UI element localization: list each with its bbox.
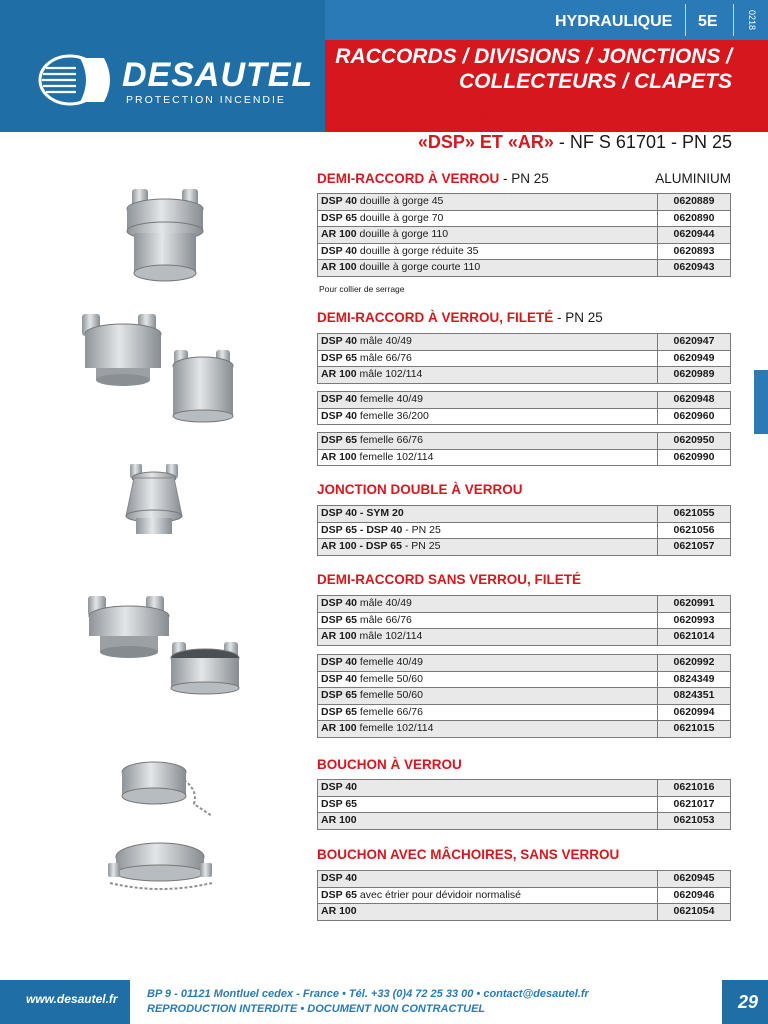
page-number: 29 <box>738 992 759 1012</box>
model-code: DSP 65 <box>321 797 357 810</box>
table-row <box>318 612 731 629</box>
model-code: AR 100 <box>321 450 357 463</box>
ref-code: 0620992 <box>658 655 731 672</box>
ref-code: 0620993 <box>658 612 731 629</box>
product-table <box>317 333 731 384</box>
ref-code: 0620889 <box>658 194 731 211</box>
ref-code: 0620948 <box>658 392 731 409</box>
threaded-coupling-image <box>78 310 258 425</box>
ref-code: 0621015 <box>658 721 731 738</box>
ref-code: 0621053 <box>658 813 731 830</box>
section-code: 5E <box>698 13 718 30</box>
model-desc: femelle 50/60 <box>357 689 423 702</box>
page-title-line-1: RACCORDS / DIVISIONS / JONCTIONS / <box>335 45 732 68</box>
table-row <box>318 887 731 904</box>
table-row <box>318 904 731 921</box>
ref-code: 0824351 <box>658 688 731 705</box>
locking-cap-image <box>116 750 216 820</box>
table-row <box>318 350 731 367</box>
table-row <box>318 227 731 244</box>
ref-code: 0621057 <box>658 539 731 556</box>
model-code: DSP 65 <box>321 689 357 702</box>
side-tab-marker <box>754 370 768 434</box>
table-row <box>318 596 731 613</box>
model-code: AR 100 <box>321 722 357 735</box>
table-row <box>318 688 731 705</box>
model-desc: femelle 36/200 <box>357 409 429 422</box>
header-divider <box>685 4 686 36</box>
product-table <box>317 505 731 556</box>
model-code: DSP 40 <box>321 781 357 794</box>
section-title <box>317 310 603 325</box>
footer-legal: REPRODUCTION INTERDITE • DOCUMENT NON CONTRACTUEL <box>147 1003 486 1015</box>
model-desc: femelle 66/76 <box>357 434 423 447</box>
model-code: DSP 40 <box>321 244 357 257</box>
ref-code: 0824349 <box>658 671 731 688</box>
table-row <box>318 796 731 813</box>
category-label: HYDRAULIQUE <box>555 13 673 30</box>
section-title-text: DEMI-RACCORD À VERROU, FILETÉ <box>317 310 554 325</box>
model-code: DSP 40 <box>321 656 357 669</box>
table-row <box>318 449 731 466</box>
table-row <box>318 260 731 277</box>
table-row <box>318 392 731 409</box>
ref-code: 0620960 <box>658 408 731 425</box>
table-row <box>318 655 731 672</box>
table-row <box>318 334 731 351</box>
table-row <box>318 367 731 384</box>
product-table <box>317 654 731 738</box>
model-desc: douille à gorge réduite 35 <box>357 244 479 257</box>
table-row <box>318 194 731 211</box>
table-row <box>318 813 731 830</box>
table-row <box>318 433 731 450</box>
model-code: DSP 65 <box>321 434 357 447</box>
ref-code: 0620943 <box>658 260 731 277</box>
model-desc: femelle 40/49 <box>357 393 423 406</box>
product-table <box>317 870 731 921</box>
model-code: DSP 65 <box>321 211 357 224</box>
ref-code: 0620989 <box>658 367 731 384</box>
ref-code: 0621016 <box>658 780 731 797</box>
product-table <box>317 595 731 646</box>
model-code: AR 100 <box>321 261 357 274</box>
section-title <box>317 847 619 862</box>
model-code: DSP 65 <box>321 705 357 718</box>
model-desc: mâle 40/49 <box>357 597 412 610</box>
model-code: DSP 65 <box>321 888 357 901</box>
footer-address: BP 9 - 01121 Montluel cedex - France • Tél. +33 (0)4 72 25 33 00 • contact@desautel.fr <box>147 988 589 1000</box>
double-junction-image <box>122 460 192 540</box>
model-code: DSP 40 <box>321 872 357 885</box>
doc-code: 0218 <box>747 9 757 31</box>
page-title-line-2: COLLECTEURS / CLAPETS <box>458 70 732 93</box>
model-desc: femelle 102/114 <box>356 722 434 735</box>
table-row <box>318 721 731 738</box>
ref-code: 0620991 <box>658 596 731 613</box>
section-title-text: BOUCHON À VERROU <box>317 757 462 772</box>
model-code: DSP 40 <box>321 393 357 406</box>
website-link[interactable]: www.desautel.fr <box>26 992 118 1006</box>
model-desc: douille à gorge 110 <box>356 228 449 241</box>
section-title-text: JONCTION DOUBLE À VERROU <box>317 482 523 497</box>
ref-code: 0620946 <box>658 887 731 904</box>
section-title-suffix: - PN 25 <box>553 310 603 325</box>
model-desc: mâle 66/76 <box>357 613 412 626</box>
table-row <box>318 408 731 425</box>
jaw-cap-image <box>100 835 220 895</box>
table-row <box>318 243 731 260</box>
model-code: AR 100 <box>321 630 357 643</box>
ref-code: 0620945 <box>658 871 731 888</box>
ref-code: 0621014 <box>658 629 731 646</box>
model-desc: douille à gorge courte 110 <box>356 261 481 274</box>
section-title-suffix: - PN 25 <box>499 171 549 186</box>
page-subtitle <box>337 106 732 154</box>
model-desc: - PN 25 <box>402 523 441 536</box>
section-title <box>317 171 549 186</box>
header-divider <box>733 4 734 36</box>
subtitle-models: «DSP» ET «AR» <box>417 132 554 152</box>
ref-code: 0620893 <box>658 243 731 260</box>
model-code: DSP 65 - DSP 40 <box>321 523 403 536</box>
page-subtitle-line-2 <box>337 130 732 154</box>
brand-tagline: PROTECTION INCENDIE <box>126 94 286 106</box>
model-code: DSP 40 <box>321 672 357 685</box>
model-code: AR 100 <box>321 814 357 827</box>
model-code: DSP 65 <box>321 351 357 364</box>
table-row <box>318 871 731 888</box>
model-desc: avec étrier pour dévidoir normalisé <box>357 888 521 901</box>
model-desc: - PN 25 <box>401 540 441 553</box>
model-desc: douille à gorge 45 <box>357 195 444 208</box>
table-row <box>318 780 731 797</box>
ref-code: 0620944 <box>658 227 731 244</box>
section-title-text: BOUCHON AVEC MÂCHOIRES, SANS VERROU <box>317 847 620 862</box>
model-desc: douille à gorge 70 <box>357 211 444 224</box>
model-desc: femelle 40/49 <box>357 656 423 669</box>
product-table <box>317 391 731 425</box>
table-row <box>318 210 731 227</box>
model-desc: femelle 50/60 <box>357 672 423 685</box>
section-title-text: DEMI-RACCORD À VERROU <box>317 171 500 186</box>
model-code: AR 100 <box>321 228 357 241</box>
subtitle-standard: - NF S 61701 - PN 25 <box>553 132 732 152</box>
ref-code: 0620990 <box>658 449 731 466</box>
model-code: AR 100 <box>321 905 357 918</box>
table-note: Pour collier de serrage <box>319 284 405 294</box>
table-row <box>318 506 731 523</box>
model-code: DSP 40 <box>321 409 357 422</box>
model-code: DSP 40 <box>321 195 357 208</box>
ref-code: 0621054 <box>658 904 731 921</box>
model-desc: femelle 66/76 <box>357 705 423 718</box>
page-subtitle-line-1: RACCORDS SYMÉTRIQUES AUTO-ÉTANCHES <box>336 108 732 128</box>
model-code: AR 100 - DSP 65 <box>321 540 402 553</box>
product-table <box>317 193 731 277</box>
model-desc: mâle 102/114 <box>356 368 423 381</box>
ref-code: 0621056 <box>658 522 731 539</box>
section-title <box>317 482 523 497</box>
ref-code: 0620949 <box>658 350 731 367</box>
product-table <box>317 432 731 466</box>
ref-code: 0621055 <box>658 506 731 523</box>
material-label: ALUMINIUM <box>655 171 731 186</box>
model-desc: femelle 102/114 <box>356 450 434 463</box>
table-row <box>318 671 731 688</box>
model-code: DSP 40 <box>321 335 357 348</box>
table-row <box>318 522 731 539</box>
model-desc: mâle 40/49 <box>357 335 412 348</box>
ref-code: 0620994 <box>658 704 731 721</box>
section-title <box>317 572 581 587</box>
desautel-logo <box>36 52 314 112</box>
section-title <box>317 757 462 772</box>
model-code: AR 100 <box>321 368 357 381</box>
model-code: DSP 40 <box>321 597 357 610</box>
page-title <box>335 44 732 94</box>
unlocked-threaded-coupling-image <box>84 590 259 700</box>
ref-code: 0620890 <box>658 210 731 227</box>
ref-code: 0621017 <box>658 796 731 813</box>
product-table <box>317 779 731 830</box>
model-desc: mâle 66/76 <box>357 351 412 364</box>
ref-code: 0620950 <box>658 433 731 450</box>
logo-mark-icon <box>36 52 116 108</box>
table-row <box>318 539 731 556</box>
table-row <box>318 704 731 721</box>
table-row <box>318 629 731 646</box>
model-code: DSP 65 <box>321 613 357 626</box>
brand-name: DESAUTEL <box>122 56 314 94</box>
coupling-with-lock-image <box>110 185 220 285</box>
model-code: DSP 40 - SYM 20 <box>321 507 404 520</box>
section-title-text: DEMI-RACCORD SANS VERROU, FILETÉ <box>317 572 582 587</box>
model-desc: mâle 102/114 <box>356 630 423 643</box>
ref-code: 0620947 <box>658 334 731 351</box>
